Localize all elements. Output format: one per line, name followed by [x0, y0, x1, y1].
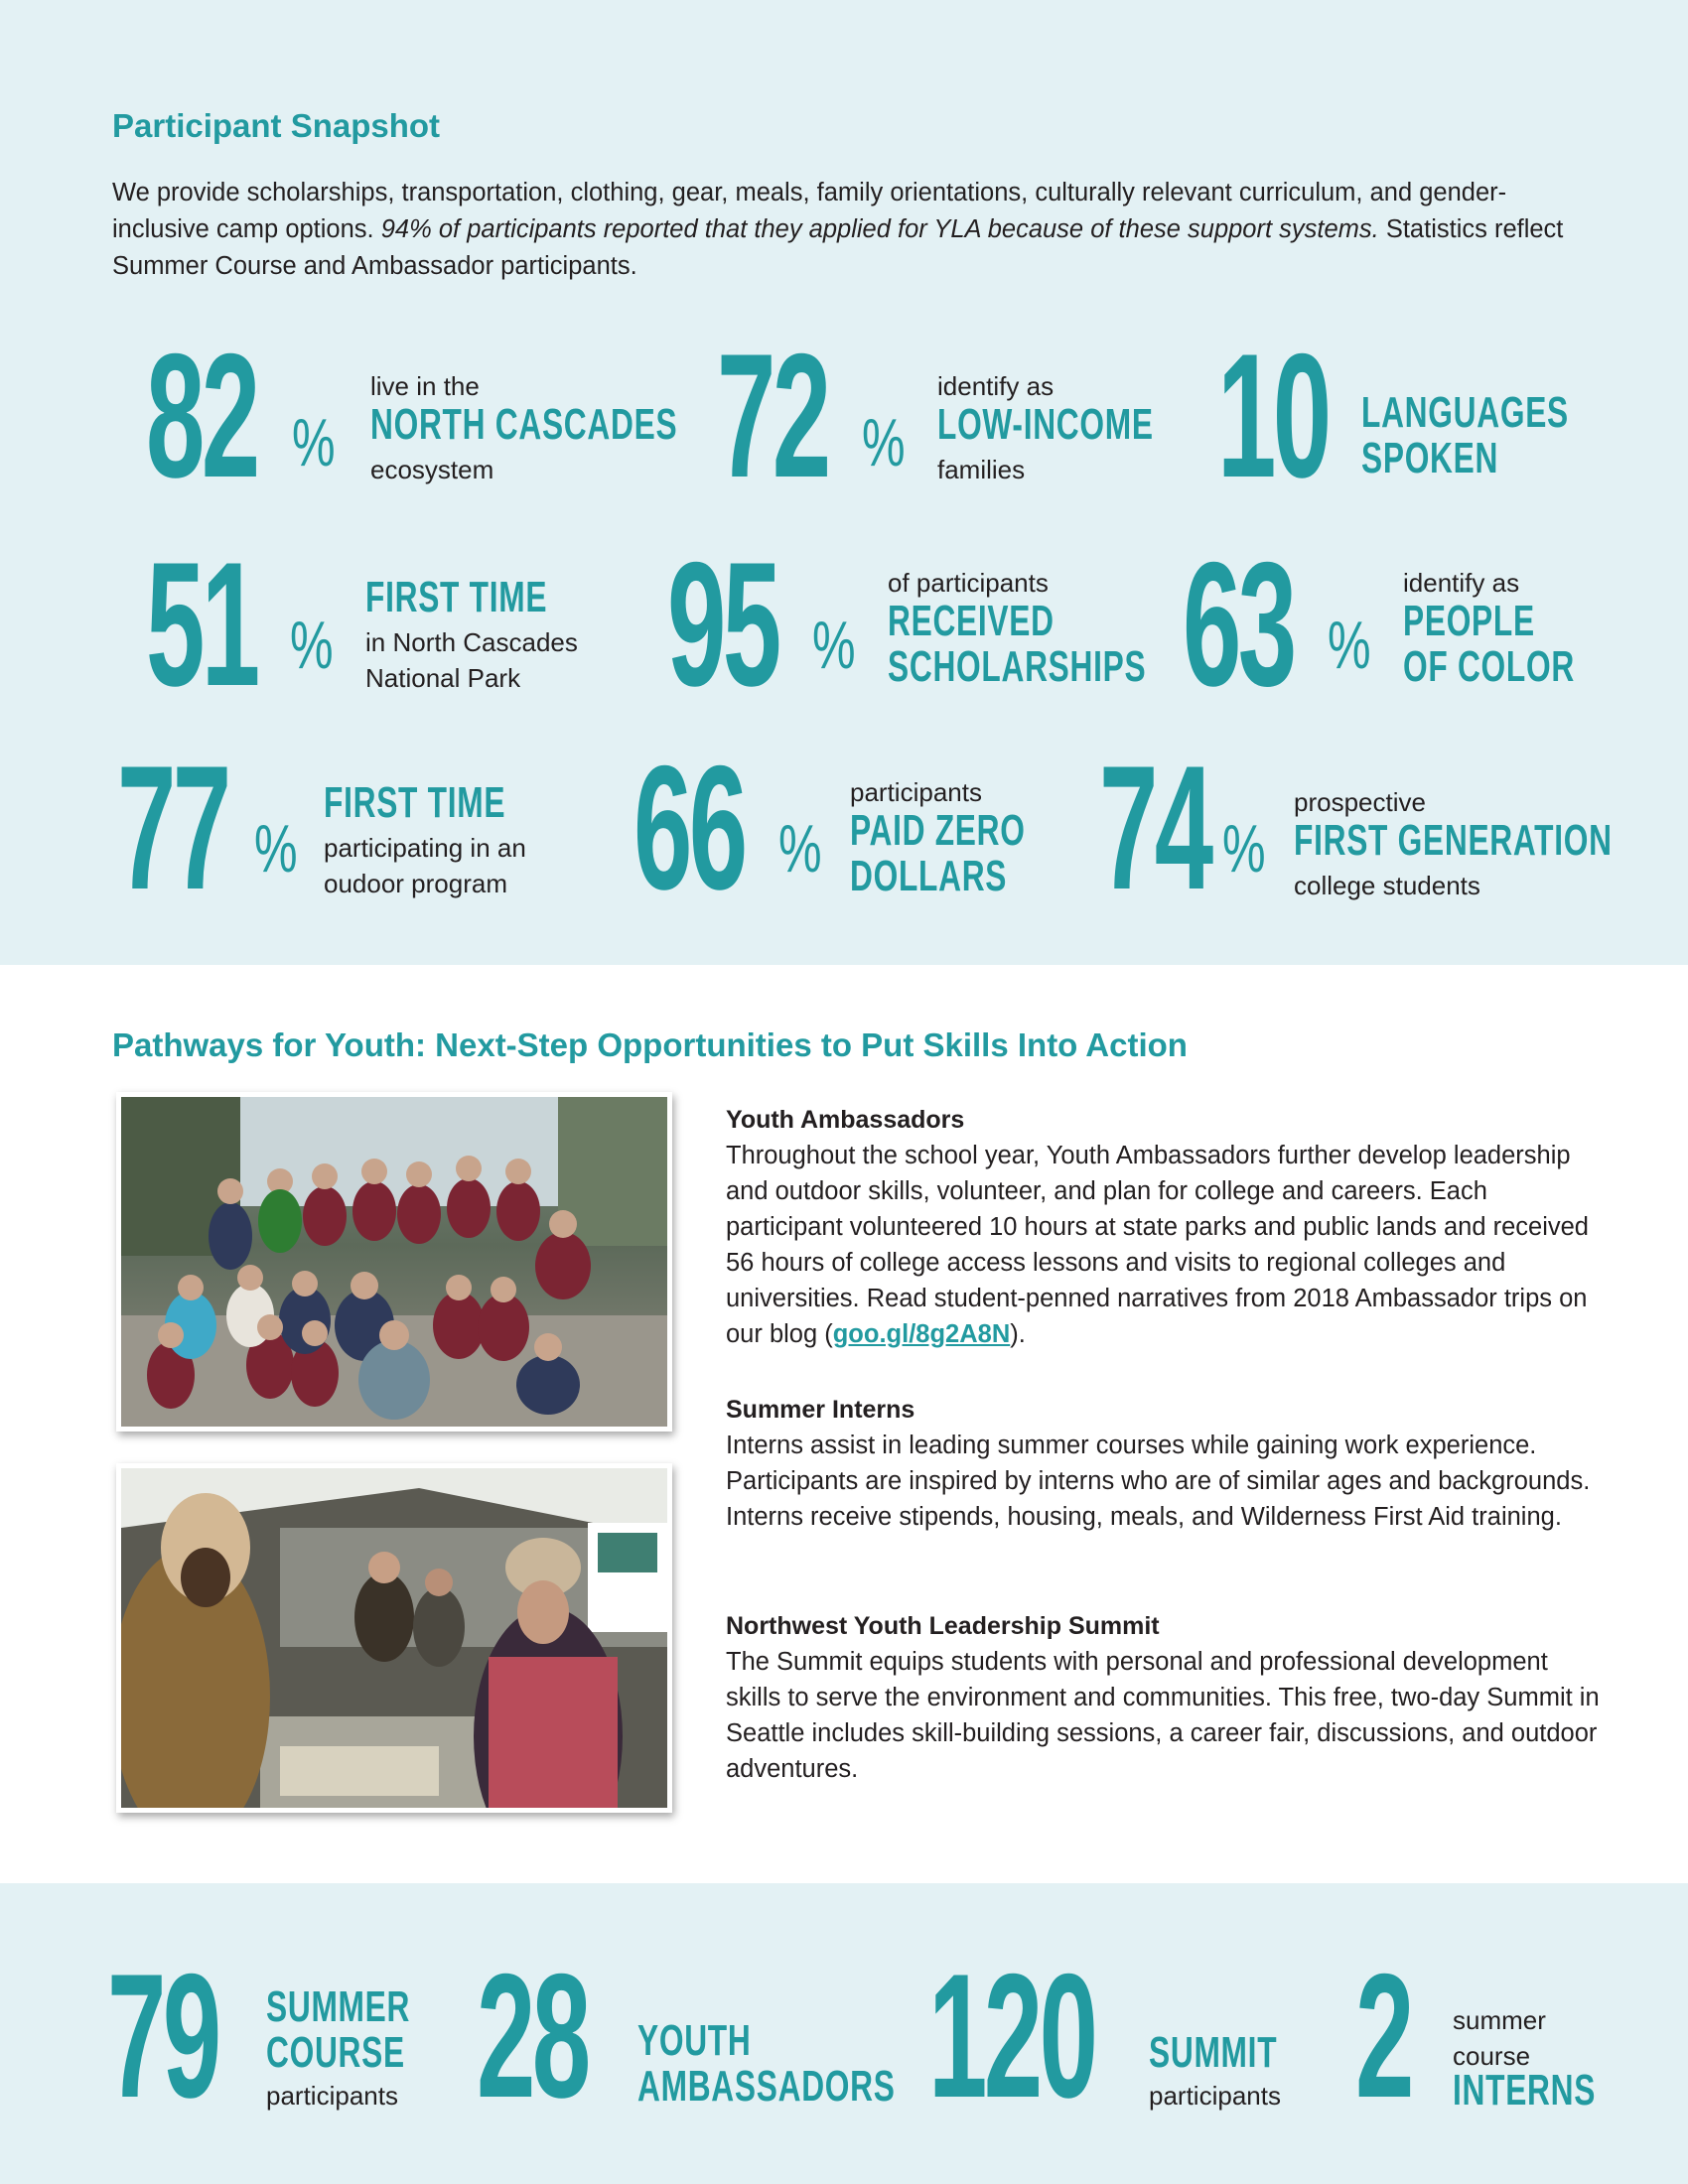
stat-pre: live in the	[370, 371, 480, 401]
blog-link[interactable]: goo.gl/8g2A8N	[832, 1320, 1011, 1348]
section-body	[726, 1138, 1600, 1352]
stat-languages	[1217, 317, 1595, 514]
group-photo-image	[121, 1097, 667, 1427]
stat-highlight: FIRST GENERATION	[1294, 816, 1613, 865]
total-label-2: participants	[1149, 2081, 1281, 2111]
total-summer-course	[107, 1937, 435, 2134]
summit-section	[726, 1608, 1600, 1787]
stat-low-income	[717, 317, 1154, 514]
stat-pre: identify as	[937, 371, 1055, 401]
total-number: 120	[928, 1937, 1095, 2134]
summit-photo	[116, 1463, 672, 1813]
stat-post-1: in North Cascades	[365, 627, 578, 657]
body-text-end: ).	[1010, 1320, 1026, 1348]
stat-post-2: oudoor program	[324, 869, 507, 898]
stat-number: 63	[1183, 525, 1294, 723]
section-body: The Summit equips students with personal and professional development skills to serve the environment and communities. This free, two-day Summit in Seattle includes skill-building sessions, a career fair, discussions, and outdoor adventures.	[726, 1648, 1600, 1783]
stat-number: 95	[667, 525, 778, 723]
section-heading: Summer Interns	[726, 1396, 915, 1424]
stat-percent: %	[1328, 608, 1371, 683]
stat-post-1: participating in an	[324, 833, 526, 863]
stat-number: 10	[1217, 317, 1329, 514]
stat-first-time-park	[146, 525, 623, 723]
section-heading: Youth Ambassadors	[726, 1106, 965, 1134]
stat-percent: %	[812, 608, 856, 683]
stat-highlight-2: SCHOLARSHIPS	[888, 642, 1147, 691]
stat-scholarships	[667, 525, 1147, 723]
total-label-1: summer	[1453, 2005, 1546, 2035]
stat-pre: participants	[850, 777, 982, 807]
stat-number: 66	[633, 729, 745, 926]
stat-highlight-2: OF COLOR	[1403, 642, 1575, 691]
stat-highlight: LOW-INCOME	[937, 400, 1154, 449]
stat-first-generation	[1099, 729, 1613, 926]
stat-highlight: FIRST TIME	[365, 573, 548, 621]
stat-percent: %	[1222, 811, 1266, 887]
snapshot-intro	[112, 175, 1582, 285]
stat-highlight-1: PAID ZERO	[850, 806, 1026, 855]
intro-emphasis: 94% of participants reported that they applied for YLA because of these support systems.	[380, 215, 1379, 243]
total-number: 79	[107, 1937, 218, 2134]
stat-pre: prospective	[1294, 787, 1426, 817]
group-photo	[116, 1092, 672, 1432]
stat-percent: %	[254, 811, 298, 887]
total-label-2: course	[1453, 2041, 1531, 2071]
stat-north-cascades	[146, 317, 678, 514]
total-number: 2	[1355, 1937, 1411, 2134]
total-label-1: YOUTH	[637, 2016, 752, 2065]
total-label-2: AMBASSADORS	[637, 2062, 896, 2111]
stat-paid-zero	[633, 729, 1051, 926]
youth-ambassadors-section	[726, 1102, 1600, 1352]
snapshot-title: Participant Snapshot	[112, 107, 441, 144]
stat-percent: %	[292, 405, 336, 480]
stat-highlight-1: LANGUAGES	[1361, 388, 1569, 437]
total-ambassadors	[477, 1937, 896, 2134]
stat-number: 72	[717, 317, 828, 514]
stat-pre: identify as	[1403, 568, 1520, 598]
stat-percent: %	[862, 405, 906, 480]
stat-post: college students	[1294, 871, 1480, 900]
stat-highlight-1: PEOPLE	[1403, 597, 1535, 645]
stat-first-time-outdoor	[117, 729, 594, 926]
summit-photo-image	[121, 1468, 667, 1808]
stat-post: ecosystem	[370, 455, 494, 484]
total-label-2: COURSE	[266, 2028, 405, 2077]
stat-number: 82	[146, 317, 257, 514]
body-text: Throughout the school year, Youth Ambassadors further develop leadership and outdoor skills, volunteer, and plan for college and careers. Each participant volunteered 10 hours at state parks and public lands and received 56 hours of college access lessons and visits to regional colleges and universities. Read student-penned narratives from 2018 Ambassador trips on our blog (	[726, 1142, 1589, 1348]
section-heading: Northwest Youth Leadership Summit	[726, 1612, 1160, 1640]
pathways-title: Pathways for Youth: Next-Step Opportunities to Put Skills Into Action	[112, 1026, 1188, 1063]
section-body: Interns assist in leading summer courses while gaining work experience. Participants are inspired by interns who are of similar ages and backgrounds. Interns receive stipends, housing, meals, and Wilderness First Aid training.	[726, 1432, 1591, 1531]
total-interns	[1355, 1937, 1653, 2134]
stat-highlight-2: DOLLARS	[850, 852, 1008, 900]
total-label-3: participants	[266, 2081, 398, 2111]
stat-highlight: FIRST TIME	[324, 778, 506, 827]
intro-text: We provide scholarships, transportation, clothing, gear, meals, family orientations, culturally relevant curriculum, and gender-inclusive camp options.	[112, 179, 1507, 243]
summer-interns-section	[726, 1392, 1600, 1535]
stat-pre: of participants	[888, 568, 1049, 598]
intro-text-end: Statistics reflect Summer Course and Ambassador participants.	[112, 215, 1564, 280]
stat-highlight-1: RECEIVED	[888, 597, 1055, 645]
stat-highlight: NORTH CASCADES	[370, 400, 678, 449]
total-number: 28	[477, 1937, 588, 2134]
stat-number: 51	[146, 525, 257, 723]
stat-highlight-2: SPOKEN	[1361, 434, 1499, 482]
stat-number: 74	[1099, 729, 1210, 926]
stat-people-of-color	[1183, 525, 1600, 723]
total-label-1: SUMMIT	[1149, 2028, 1278, 2077]
stat-percent: %	[290, 608, 334, 683]
total-label-3: INTERNS	[1453, 2066, 1597, 2115]
stat-post: families	[937, 455, 1026, 484]
stat-percent: %	[778, 811, 822, 887]
stat-post-2: National Park	[365, 663, 521, 693]
total-summit	[928, 1937, 1345, 2134]
total-label-1: SUMMER	[266, 1982, 411, 2031]
stat-number: 77	[117, 729, 228, 926]
